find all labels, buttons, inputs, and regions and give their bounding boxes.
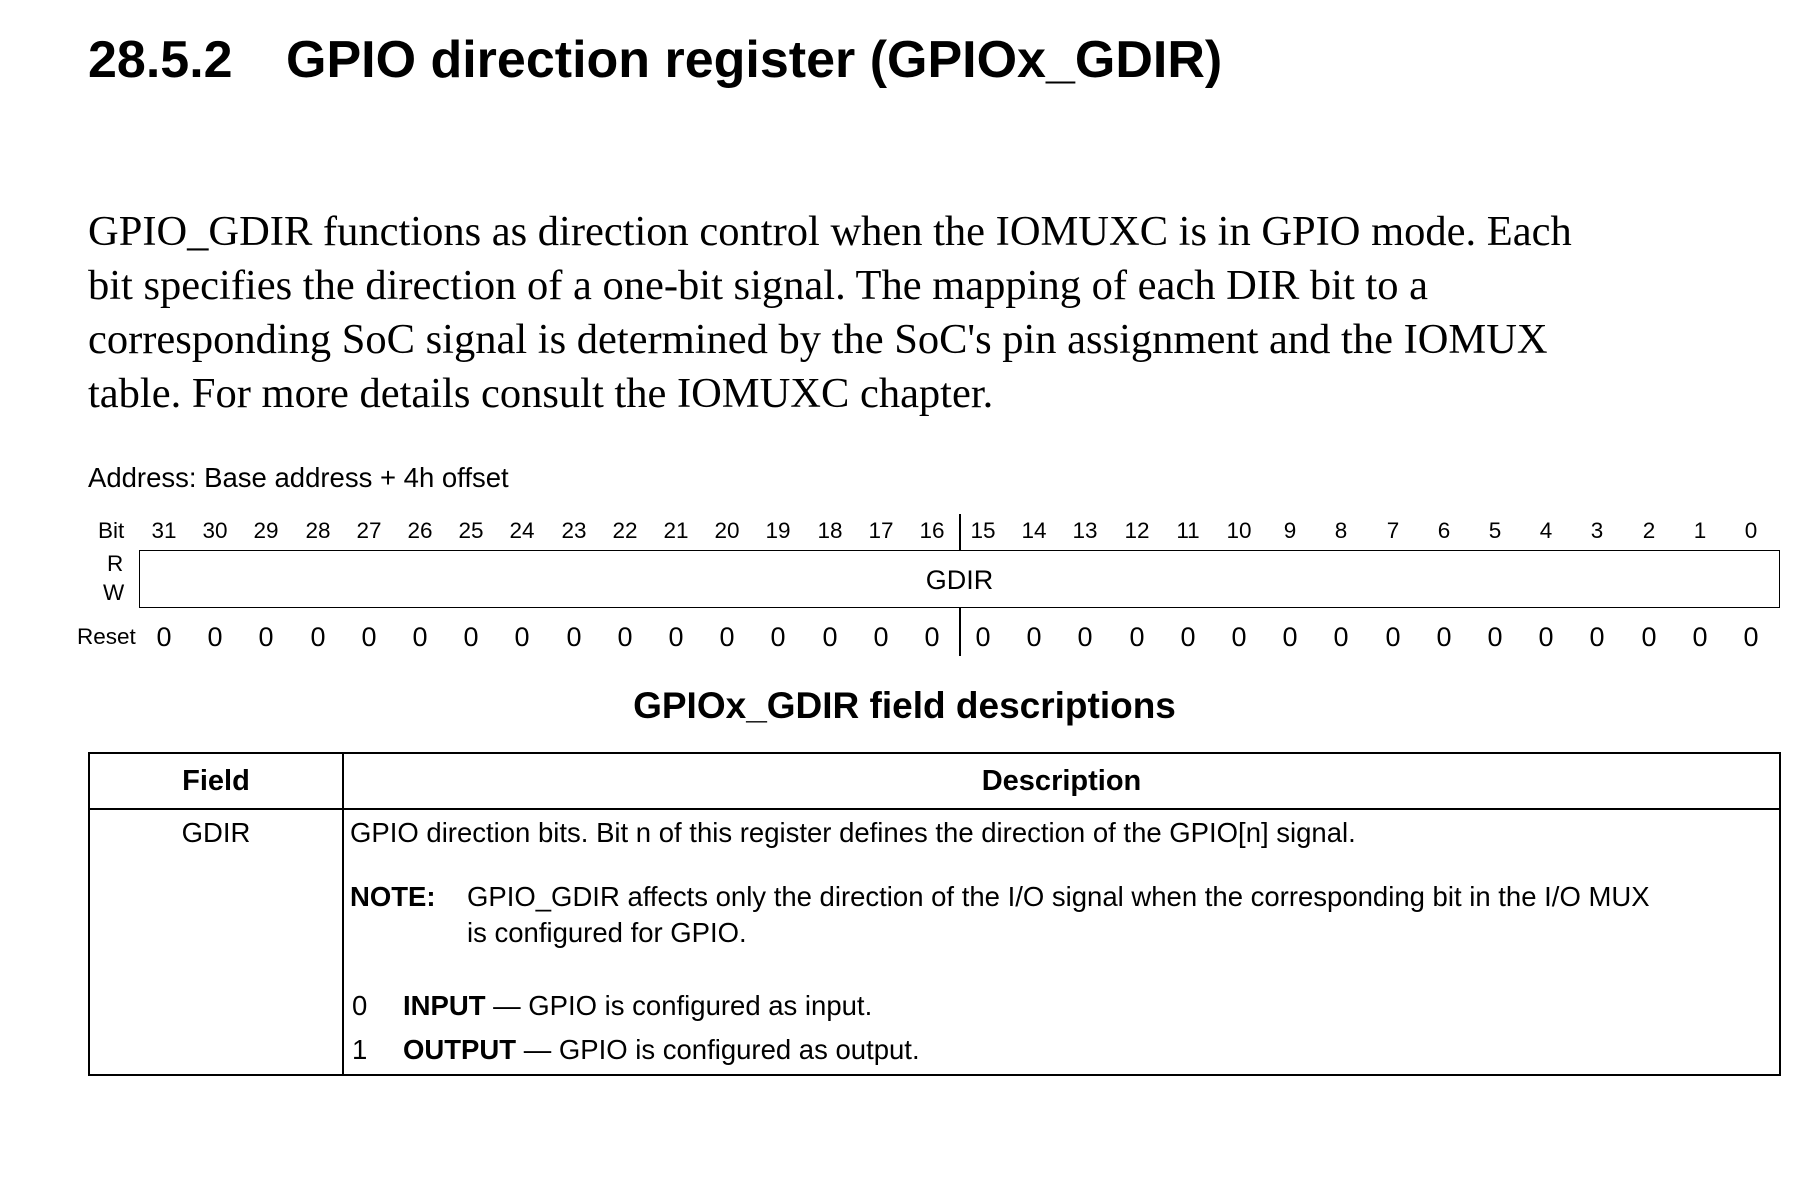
value-description	[403, 1034, 920, 1066]
bit-number: 6	[1437, 518, 1451, 543]
register-field-box	[139, 550, 1780, 608]
header-field: Field	[182, 765, 250, 797]
reset-value: 0	[310, 622, 326, 652]
reset-value: 0	[617, 622, 633, 652]
bit-number: 23	[561, 518, 587, 543]
reset-value: 0	[1333, 622, 1349, 652]
reset-value: 0	[975, 622, 991, 652]
reset-value: 0	[207, 622, 223, 652]
bit-number: 26	[407, 518, 433, 543]
section-title: GPIO direction register (GPIOx_GDIR)	[286, 31, 1223, 89]
bit-number: 22	[612, 518, 638, 543]
field-description-table	[88, 752, 1781, 1076]
bit-number: 20	[714, 518, 740, 543]
write-label: W	[103, 580, 125, 605]
value-name: OUTPUT	[403, 1034, 517, 1065]
bit-number: 25	[458, 518, 484, 543]
bit-number: 17	[868, 518, 894, 543]
reset-value: 0	[412, 622, 428, 652]
value-description	[403, 990, 872, 1022]
bit-number: 9	[1283, 518, 1297, 543]
row-field-name: GDIR	[181, 817, 251, 848]
reset-value: 0	[1743, 622, 1759, 652]
reset-value: 0	[1589, 622, 1605, 652]
note-label: NOTE:	[350, 881, 436, 912]
bit-number: 3	[1590, 518, 1604, 543]
bit-number: 0	[1744, 518, 1758, 543]
bit-number: 14	[1021, 518, 1047, 543]
reset-value: 0	[719, 622, 735, 652]
reset-value: 0	[924, 622, 940, 652]
reset-value: 0	[1487, 622, 1503, 652]
value-text: — GPIO is configured as output.	[516, 1034, 920, 1065]
intro-paragraph	[88, 205, 1788, 421]
reset-value: 0	[258, 622, 274, 652]
bit-number: 8	[1334, 518, 1348, 543]
bit-number: 2	[1642, 518, 1656, 543]
value-code: 0	[352, 990, 368, 1021]
value-code: 1	[352, 1034, 368, 1065]
bit-number: 30	[202, 518, 228, 543]
intro-line: corresponding SoC signal is determined by the SoC's pin assignment and the IOMUX	[88, 316, 1548, 363]
reset-row-label: Reset	[77, 624, 136, 649]
bit-number: 27	[356, 518, 382, 543]
section-number: 28.5.2	[88, 31, 233, 89]
bit-number: 13	[1072, 518, 1098, 543]
intro-line: bit specifies the direction of a one-bit signal. The mapping of each DIR bit to a	[88, 262, 1428, 309]
reset-value: 0	[1026, 622, 1042, 652]
reset-value: 0	[361, 622, 377, 652]
bit-number: 12	[1124, 518, 1150, 543]
intro-line: table. For more details consult the IOMUXC chapter.	[88, 370, 994, 417]
bit-divider-top	[959, 514, 961, 550]
reset-value: 0	[1641, 622, 1657, 652]
bit-number: 16	[919, 518, 945, 543]
reset-value: 0	[1538, 622, 1554, 652]
register-address: Address: Base address + 4h offset	[88, 462, 509, 493]
bit-number: 18	[817, 518, 843, 543]
bit-number: 5	[1488, 518, 1502, 543]
section-heading	[88, 30, 1222, 90]
reset-value: 0	[156, 622, 172, 652]
reset-value: 0	[1077, 622, 1093, 652]
reset-value: 0	[566, 622, 582, 652]
bit-number: 10	[1226, 518, 1252, 543]
reset-value: 0	[1282, 622, 1298, 652]
reset-value: 0	[1129, 622, 1145, 652]
bit-row-label: Bit	[98, 518, 125, 543]
reset-value: 0	[668, 622, 684, 652]
note-text-line: GPIO_GDIR affects only the direction of the I/O signal when the corresponding bit in the I/O MUX	[467, 881, 1650, 912]
reset-value: 0	[822, 622, 838, 652]
intro-line: GPIO_GDIR functions as direction control when the IOMUXC is in GPIO mode. Each	[88, 208, 1572, 255]
bit-divider-bottom	[959, 608, 961, 656]
value-text: — GPIO is configured as input.	[485, 990, 873, 1021]
column-divider	[342, 754, 344, 1074]
value-name: INPUT	[403, 990, 486, 1021]
reset-value: 0	[514, 622, 530, 652]
row-description: GPIO direction bits. Bit n of this register defines the direction of the GPIO[n] signal.	[350, 817, 1356, 848]
bit-number: 31	[151, 518, 177, 543]
bit-number: 21	[663, 518, 689, 543]
table-title: GPIOx_GDIR field descriptions	[633, 685, 1176, 726]
bit-number: 11	[1176, 518, 1200, 543]
bit-number: 29	[253, 518, 279, 543]
bit-number: 4	[1539, 518, 1553, 543]
bit-number: 15	[970, 518, 996, 543]
register-field-name: GDIR	[925, 565, 994, 595]
reset-value: 0	[1231, 622, 1247, 652]
reset-value: 0	[1385, 622, 1401, 652]
bit-number: 28	[305, 518, 331, 543]
reset-value: 0	[873, 622, 889, 652]
bit-number: 24	[509, 518, 535, 543]
bit-number: 1	[1693, 518, 1707, 543]
note-text-line: is configured for GPIO.	[467, 917, 747, 948]
bit-number: 7	[1386, 518, 1400, 543]
reset-value: 0	[463, 622, 479, 652]
reset-value: 0	[1692, 622, 1708, 652]
read-label: R	[107, 551, 124, 576]
reset-value: 0	[1436, 622, 1452, 652]
header-description: Description	[981, 765, 1142, 797]
reset-value: 0	[1180, 622, 1196, 652]
bit-number: 19	[765, 518, 791, 543]
reset-value: 0	[770, 622, 786, 652]
